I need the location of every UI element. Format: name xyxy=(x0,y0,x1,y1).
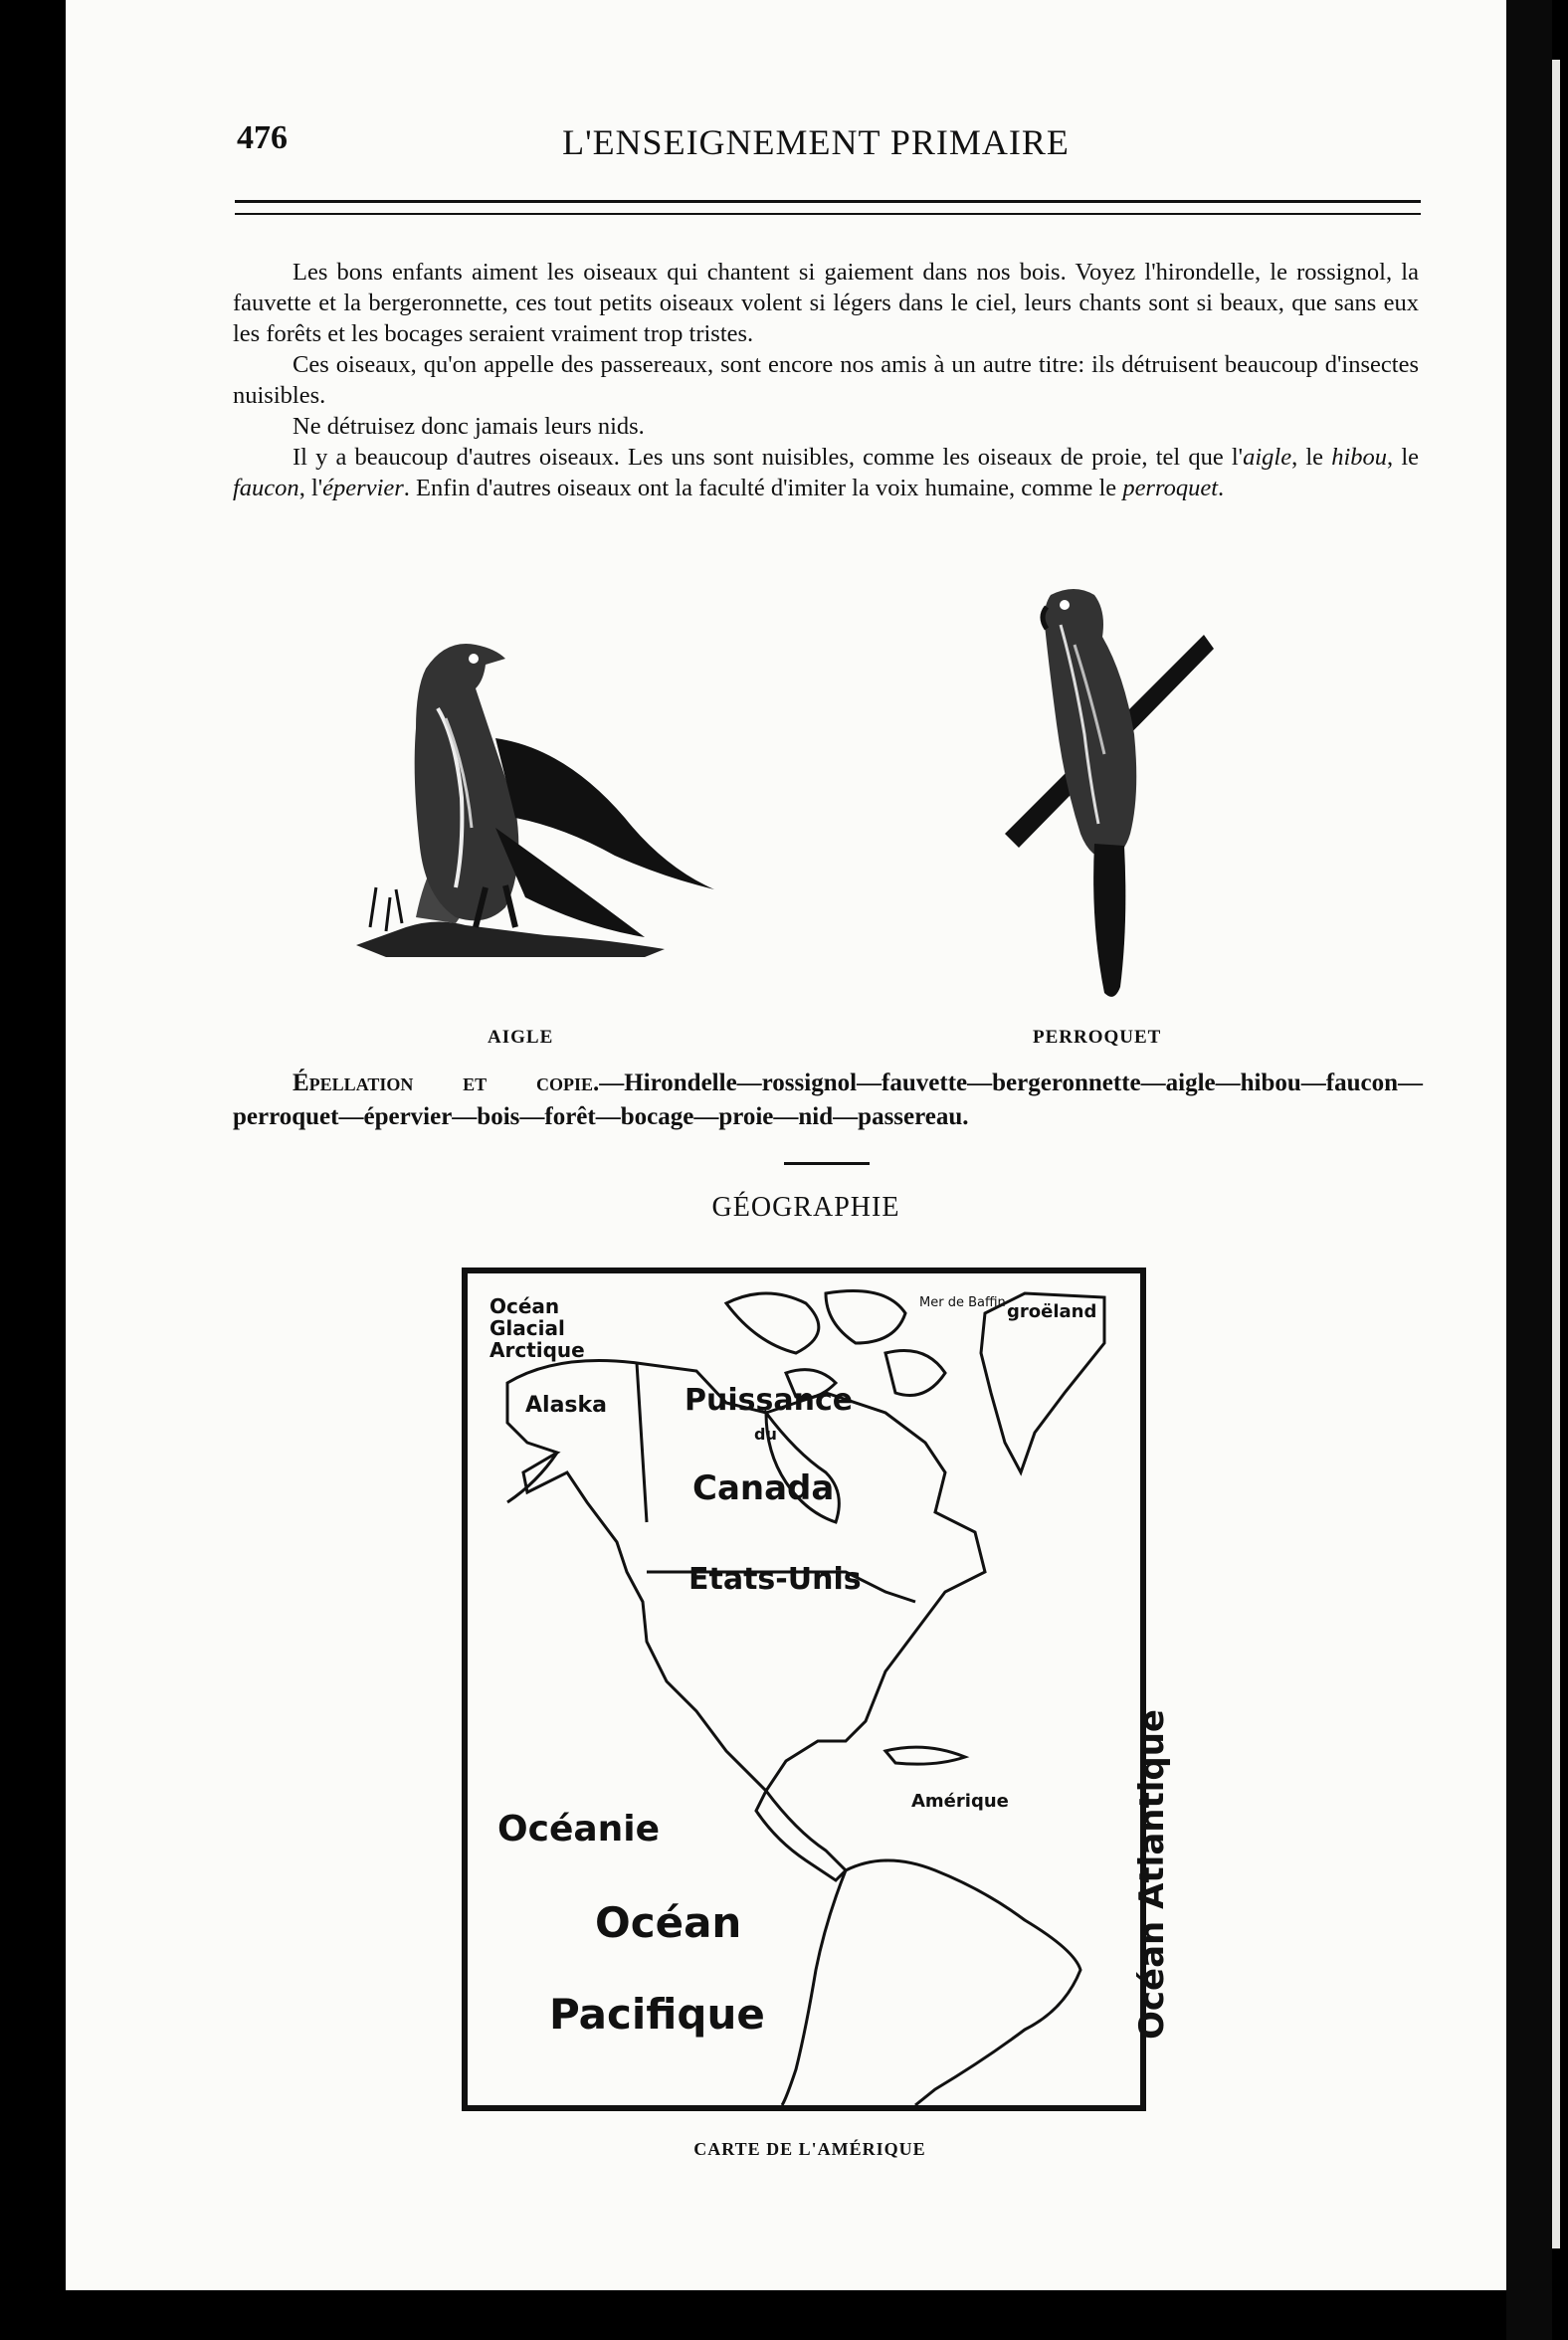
label-oceanie: Océanie xyxy=(497,1809,661,1850)
label-amerique: Amérique xyxy=(911,1791,1009,1812)
header-rule-thin xyxy=(235,213,1421,215)
page-gutter-shadow xyxy=(1506,0,1552,2340)
label-greenland: groëland xyxy=(1007,1301,1097,1322)
label-atlantic-ocean: Océan Atlantique xyxy=(1132,1709,1172,2040)
label-pacific-ocean-1: Océan xyxy=(595,1898,742,1947)
parrot-caption: PERROQUET xyxy=(1033,1027,1162,1048)
label-etats-unis: Etats-Unis xyxy=(688,1562,862,1597)
page-number: 476 xyxy=(237,119,288,156)
map-caption: CARTE DE L'AMÉRIQUE xyxy=(693,2139,926,2159)
running-title: L'ENSEIGNEMENT PRIMAIRE xyxy=(562,122,1070,162)
eagle-illustration xyxy=(346,629,724,967)
spelling-exercise xyxy=(233,1067,1423,1134)
america-map xyxy=(462,1268,1172,2111)
label-arctic-ocean: Océan Glacial Arctique xyxy=(490,1294,585,1362)
paragraph-passereaux: Ces oiseaux, qu'on appelle des passereaux, sont encore nos amis à un autre titre: ils détruisent beaucoup d'insectes nuisibles. xyxy=(233,351,1419,409)
spelling-lead: Épellation et copie. xyxy=(293,1070,600,1096)
label-pacific-ocean-2: Pacifique xyxy=(549,1990,765,2039)
section-heading: GÉOGRAPHIE xyxy=(711,1192,900,1223)
label-puissance: Puissance xyxy=(685,1383,854,1418)
label-du: du xyxy=(754,1425,777,1444)
paragraph-nids: Ne détruisez donc jamais leurs nids. xyxy=(293,413,645,440)
paragraph-birds: Les bons enfants aiment les oiseaux qui chantent si gaiement dans nos bois. Voyez l'hirondelle, le rossignol, la fauvette et la bergeronnette, ces tout petits oiseaux volent si légers dans le ciel, leurs chants sont si beaux, que sans eux les forêts et les bocages seraient vraiment trop tristes. xyxy=(233,259,1419,347)
label-alaska: Alaska xyxy=(525,1393,607,1418)
header-rule-thick xyxy=(235,200,1421,203)
eagle-caption: AIGLE xyxy=(488,1027,554,1048)
parrot-illustration xyxy=(995,585,1224,1003)
paragraph-other-birds: Il y a beaucoup d'autres oiseaux. Les uns sont nuisibles, comme les oiseaux de proie, tel que l'aigle, le hibou, le faucon, l'épervier. Enfin d'autres oiseaux ont la faculté d'imiter la voix humaine, comme le perroquet. xyxy=(233,444,1419,501)
spelling-words: —Hirondelle—rossignol—fauvette—bergeronnette—aigle—hibou—faucon—perroquet—épervier—bois—forêt—bocage—proie—nid—passereau. xyxy=(233,1070,1423,1130)
body-text xyxy=(233,257,1419,503)
section-divider xyxy=(784,1162,870,1165)
label-canada: Canada xyxy=(692,1468,835,1508)
label-baffin-sea: Mer de Baffin xyxy=(919,1295,1006,1310)
